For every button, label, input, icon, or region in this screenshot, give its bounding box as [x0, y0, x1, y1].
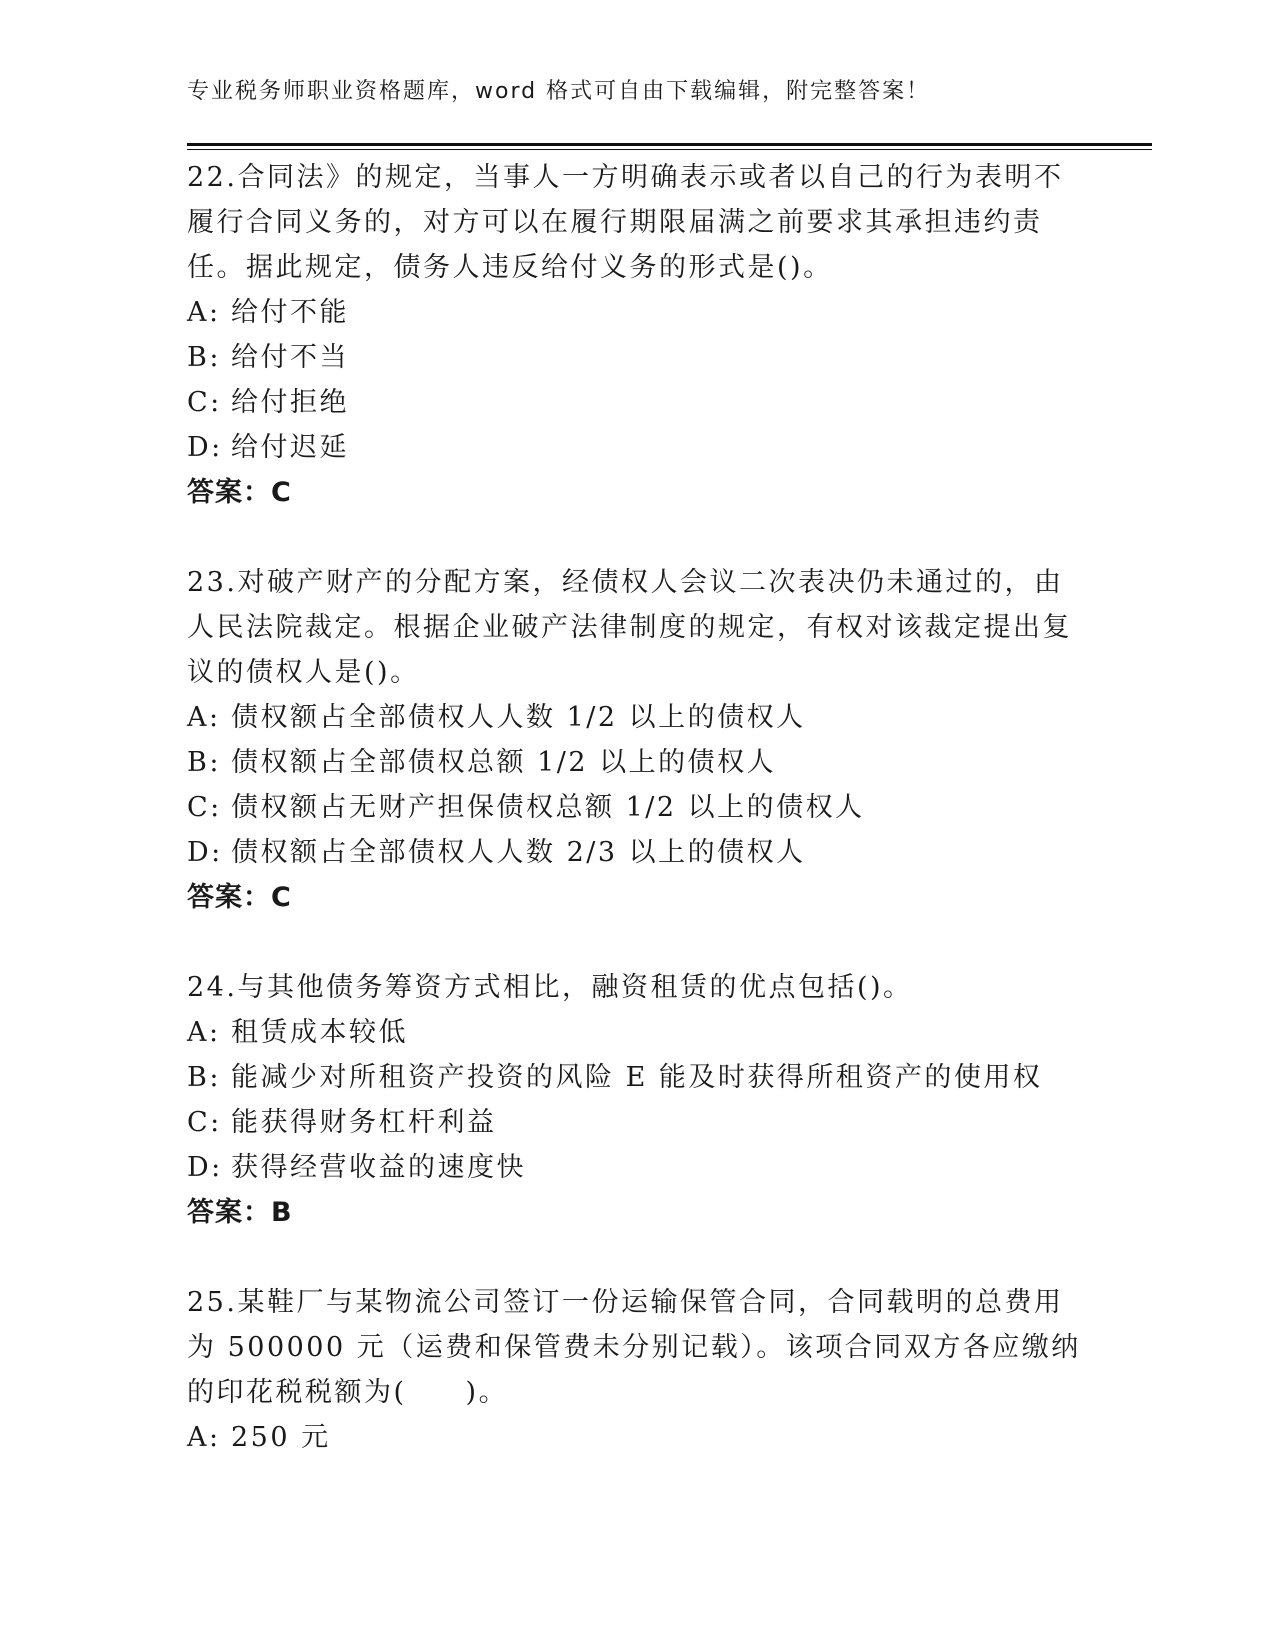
question-list: [187, 155, 1087, 1460]
question-22: [187, 155, 1087, 515]
option-text: 给付不能: [231, 297, 349, 328]
option-a: [187, 290, 1087, 335]
option-key: A:: [187, 1017, 221, 1048]
option-d: [187, 1145, 1087, 1190]
option-text: 能获得财务杠杆利益: [231, 1107, 497, 1138]
page-header: 专业税务师职业资格题库，word 格式可自由下载编辑，附完整答案！: [187, 79, 931, 104]
option-a: [187, 695, 1087, 740]
question-25: [187, 1280, 1087, 1460]
option-text: 租赁成本较低: [231, 1017, 408, 1048]
option-b: [187, 335, 1087, 380]
option-key: B:: [187, 1062, 221, 1093]
option-key: A:: [187, 1422, 221, 1453]
option-text: 250 元: [231, 1422, 331, 1453]
answer-line: 答案：B: [187, 1197, 293, 1228]
option-key: B:: [187, 747, 221, 778]
option-key: A:: [187, 297, 221, 328]
question-stem: 25.某鞋厂与某物流公司签订一份运输保管合同，合同载明的总费用为 500000 元（运费和保管费未分别记载）。该项合同双方各应缴纳的印花税税额为( )。: [187, 1287, 1081, 1408]
option-c: [187, 380, 1087, 425]
option-b: [187, 1055, 1087, 1100]
option-text: 债权额占全部债权人人数 2/3 以上的债权人: [231, 837, 806, 868]
option-a: [187, 1010, 1087, 1055]
option-c: [187, 1100, 1087, 1145]
option-key: D:: [187, 1152, 223, 1183]
option-key: B:: [187, 342, 221, 373]
option-d: [187, 425, 1087, 470]
option-d: [187, 830, 1087, 875]
option-text: 获得经营收益的速度快: [231, 1152, 526, 1183]
option-c: [187, 785, 1087, 830]
question-stem: 23.对破产财产的分配方案，经债权人会议二次表决仍未通过的，由人民法院裁定。根据企业破产法律制度的规定，有权对该裁定提出复议的债权人是()。: [187, 567, 1072, 688]
option-text: 给付拒绝: [231, 387, 349, 418]
option-a: [187, 1415, 1087, 1460]
option-key: D:: [187, 432, 223, 463]
answer-line: 答案：C: [187, 477, 292, 508]
option-text: 债权额占无财产担保债权总额 1/2 以上的债权人: [231, 792, 865, 823]
header-rule-thick: [187, 143, 1152, 146]
question-stem: 24.与其他债务筹资方式相比，融资租赁的优点包括()。: [187, 972, 913, 1003]
option-key: A:: [187, 702, 221, 733]
option-text: 能减少对所租资产投资的风险 E 能及时获得所租资产的使用权: [231, 1062, 1043, 1093]
option-key: D:: [187, 837, 223, 868]
option-text: 给付迟延: [231, 432, 349, 463]
option-key: C:: [187, 387, 222, 418]
question-23: [187, 560, 1087, 920]
option-key: C:: [187, 792, 222, 823]
option-text: 给付不当: [231, 342, 349, 373]
option-text: 债权额占全部债权总额 1/2 以上的债权人: [231, 747, 777, 778]
header-rule-thin: [187, 149, 1152, 150]
question-24: [187, 965, 1087, 1235]
option-key: C:: [187, 1107, 222, 1138]
option-text: 债权额占全部债权人人数 1/2 以上的债权人: [231, 702, 806, 733]
answer-line: 答案：C: [187, 882, 292, 913]
option-b: [187, 740, 1087, 785]
question-stem: 22.合同法》的规定，当事人一方明确表示或者以自己的行为表明不履行合同义务的，对方可以在履行期限届满之前要求其承担违约责任。据此规定，债务人违反给付义务的形式是()。: [187, 162, 1064, 283]
